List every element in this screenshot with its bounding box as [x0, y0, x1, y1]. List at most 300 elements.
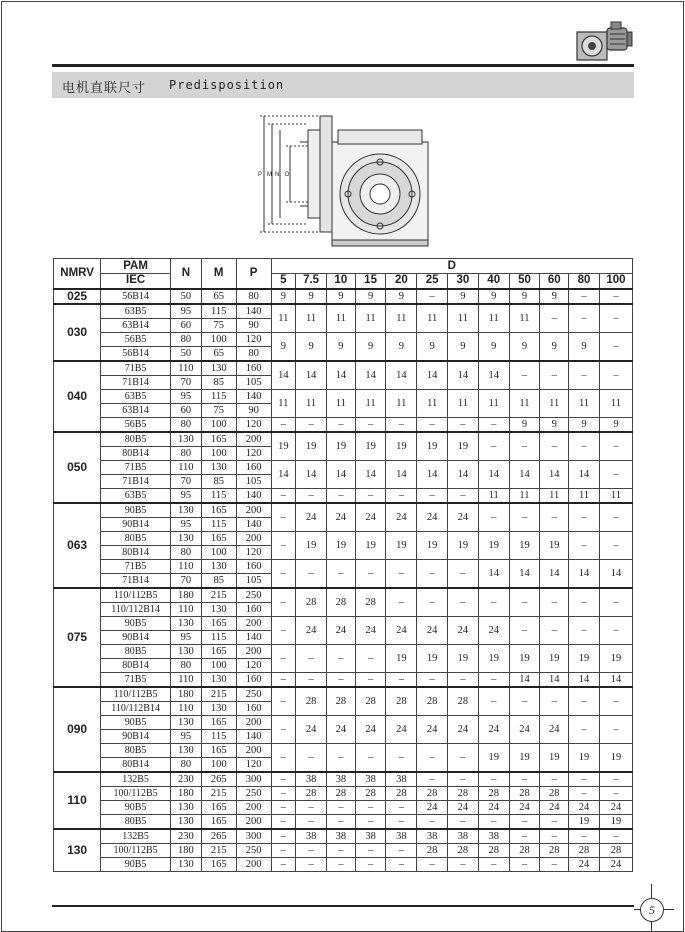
cell-p: 90: [236, 318, 271, 332]
cell-n: 110: [170, 460, 201, 474]
cell-d-value: 11: [569, 488, 600, 503]
cell-d-value: –: [355, 672, 386, 687]
cell-n: 110: [170, 672, 201, 687]
cell-d-value: 28: [599, 843, 632, 857]
cell-d-value: 14: [569, 559, 600, 588]
cell-m: 165: [201, 857, 236, 871]
cell-d-value: –: [599, 772, 632, 787]
cell-d-value: 9: [271, 332, 296, 361]
cell-d-value: 19: [326, 531, 355, 559]
cell-d-value: 9: [478, 332, 509, 361]
cell-d-value: –: [355, 800, 386, 814]
cell-d-value: 24: [569, 800, 600, 814]
cell-d-value: –: [569, 588, 600, 617]
cell-d-value: –: [386, 417, 417, 432]
cell-m: 130: [201, 361, 236, 376]
cell-d-value: –: [417, 488, 448, 503]
cell-d-value: 11: [509, 304, 540, 333]
cell-d-value: –: [386, 559, 417, 588]
cell-d-value: 14: [386, 361, 417, 390]
cell-d-value: 38: [296, 772, 327, 787]
header-d-size: 80: [569, 274, 600, 289]
cell-d-value: –: [509, 503, 540, 532]
cell-d-value: 11: [478, 488, 509, 503]
cell-p: 250: [236, 588, 271, 603]
cell-iec: 80B5: [101, 531, 171, 545]
cell-d-value: 9: [540, 332, 569, 361]
cell-iec: 80B5: [101, 432, 171, 447]
cell-d-value: –: [509, 687, 540, 716]
cell-p: 120: [236, 332, 271, 346]
dim-label-n: N: [275, 172, 280, 178]
cell-iec: 56B14: [101, 346, 171, 361]
model-size: 040: [54, 361, 101, 432]
dim-label-p: P: [258, 172, 263, 178]
cell-d-value: –: [448, 743, 479, 772]
cell-p: 120: [236, 417, 271, 432]
cell-d-value: –: [569, 531, 600, 559]
cell-d-value: –: [271, 531, 296, 559]
table-row: [54, 289, 633, 304]
cell-d-value: –: [509, 772, 540, 787]
cell-m: 215: [201, 786, 236, 800]
cell-d-value: 11: [599, 488, 632, 503]
cell-d-value: –: [599, 616, 632, 644]
header-d-size: 5: [271, 274, 296, 289]
cell-n: 60: [170, 403, 201, 417]
cell-d-value: –: [271, 772, 296, 787]
cell-n: 110: [170, 361, 201, 376]
cell-iec: 63B14: [101, 403, 171, 417]
footer-rule: [52, 905, 634, 907]
header-m: M: [201, 259, 236, 289]
cell-d-value: –: [599, 687, 632, 716]
table-row: [54, 644, 633, 658]
cell-d-value: 24: [448, 715, 479, 743]
cell-d-value: 28: [326, 588, 355, 617]
model-size: 075: [54, 588, 101, 687]
table-row: [54, 559, 633, 573]
cell-d-value: 14: [417, 361, 448, 390]
cell-d-value: 19: [355, 531, 386, 559]
motor-flange-diagram: [238, 102, 438, 252]
cell-d-value: 24: [540, 715, 569, 743]
cell-d-value: –: [417, 857, 448, 871]
cell-p: 140: [236, 389, 271, 403]
header-n: N: [170, 259, 201, 289]
cell-d-value: 24: [417, 715, 448, 743]
cell-n: 130: [170, 857, 201, 871]
cell-d-value: –: [296, 814, 327, 829]
cell-m: 165: [201, 743, 236, 757]
cell-d-value: 14: [326, 460, 355, 488]
cell-d-value: –: [569, 289, 600, 304]
cell-n: 95: [170, 729, 201, 743]
cell-n: 110: [170, 701, 201, 715]
cell-d-value: –: [599, 588, 632, 617]
cell-d-value: –: [271, 843, 296, 857]
cell-d-value: –: [448, 814, 479, 829]
cell-d-value: 28: [509, 843, 540, 857]
cell-d-value: 28: [326, 687, 355, 716]
cell-d-value: 28: [569, 843, 600, 857]
cell-iec: 56B14: [101, 289, 171, 304]
cell-d-value: –: [599, 829, 632, 844]
cell-d-value: 9: [509, 289, 540, 304]
cell-n: 60: [170, 318, 201, 332]
cell-n: 230: [170, 829, 201, 844]
cell-d-value: –: [355, 814, 386, 829]
cell-d-value: –: [509, 432, 540, 461]
cell-p: 200: [236, 644, 271, 658]
cell-d-value: 14: [296, 460, 327, 488]
cell-d-value: 24: [326, 503, 355, 532]
cell-d-value: 38: [386, 772, 417, 787]
cell-d-value: –: [540, 687, 569, 716]
cell-d-value: 24: [599, 857, 632, 871]
cell-d-value: 11: [326, 389, 355, 417]
cell-d-value: 19: [509, 531, 540, 559]
cell-d-value: 24: [417, 616, 448, 644]
cell-iec: 110/112B5: [101, 687, 171, 702]
header-d-size: 7.5: [296, 274, 327, 289]
cell-d-value: –: [355, 417, 386, 432]
cell-p: 105: [236, 573, 271, 588]
cell-n: 70: [170, 375, 201, 389]
cell-p: 200: [236, 715, 271, 729]
cell-iec: 90B5: [101, 800, 171, 814]
cell-d-value: –: [386, 672, 417, 687]
cell-d-value: –: [417, 588, 448, 617]
cell-d-value: 19: [569, 743, 600, 772]
cell-iec: 80B5: [101, 743, 171, 757]
cell-d-value: 28: [296, 786, 327, 800]
cell-iec: 90B14: [101, 729, 171, 743]
cell-d-value: –: [599, 503, 632, 532]
cell-iec: 80B5: [101, 814, 171, 829]
cell-d-value: 11: [509, 488, 540, 503]
cell-d-value: –: [271, 488, 296, 503]
cell-d-value: –: [569, 829, 600, 844]
cell-d-value: –: [386, 843, 417, 857]
cell-d-value: –: [296, 800, 327, 814]
cell-d-value: 19: [386, 531, 417, 559]
cell-d-value: –: [296, 417, 327, 432]
dim-label-d: D: [285, 172, 290, 178]
cell-p: 105: [236, 474, 271, 488]
cell-d-value: 11: [478, 389, 509, 417]
cell-m: 75: [201, 318, 236, 332]
cell-d-value: –: [599, 460, 632, 488]
cell-d-value: –: [326, 417, 355, 432]
model-size: 030: [54, 304, 101, 361]
cell-d-value: 11: [326, 304, 355, 333]
cell-d-value: 24: [296, 715, 327, 743]
cell-m: 100: [201, 545, 236, 559]
cell-d-value: –: [540, 857, 569, 871]
cell-d-value: –: [417, 814, 448, 829]
cell-d-value: –: [478, 672, 509, 687]
cell-d-value: –: [271, 786, 296, 800]
cell-p: 80: [236, 289, 271, 304]
table-row: [54, 814, 633, 829]
cell-d-value: –: [271, 644, 296, 672]
cell-m: 265: [201, 772, 236, 787]
cell-d-value: 11: [296, 389, 327, 417]
cell-m: 130: [201, 701, 236, 715]
cell-d-value: 9: [599, 417, 632, 432]
table-row: [54, 588, 633, 603]
cell-d-value: 9: [386, 289, 417, 304]
cell-m: 65: [201, 289, 236, 304]
cell-p: 120: [236, 446, 271, 460]
cell-d-value: 9: [509, 332, 540, 361]
cell-d-value: 19: [448, 432, 479, 461]
cell-d-value: –: [448, 559, 479, 588]
cell-d-value: 28: [448, 843, 479, 857]
cell-d-value: 19: [355, 432, 386, 461]
cell-d-value: –: [417, 772, 448, 787]
cell-d-value: 11: [271, 389, 296, 417]
cell-d-value: –: [271, 503, 296, 532]
cell-d-value: 14: [386, 460, 417, 488]
cell-p: 140: [236, 304, 271, 319]
table-row: [54, 786, 633, 800]
table-row: [54, 772, 633, 787]
cell-p: 160: [236, 361, 271, 376]
cell-d-value: 19: [509, 644, 540, 672]
cell-m: 115: [201, 630, 236, 644]
cell-d-value: –: [540, 829, 569, 844]
cell-p: 200: [236, 432, 271, 447]
cell-d-value: 19: [271, 432, 296, 461]
cell-p: 160: [236, 701, 271, 715]
cell-m: 165: [201, 432, 236, 447]
cell-d-value: 19: [326, 432, 355, 461]
cell-iec: 56B5: [101, 332, 171, 346]
cell-d-value: 24: [326, 616, 355, 644]
cell-d-value: 14: [478, 559, 509, 588]
cell-p: 80: [236, 346, 271, 361]
cell-d-value: –: [271, 743, 296, 772]
cell-d-value: 19: [417, 531, 448, 559]
cell-d-value: 14: [417, 460, 448, 488]
cell-iec: 90B14: [101, 630, 171, 644]
cell-d-value: 24: [478, 616, 509, 644]
cell-iec: 80B14: [101, 757, 171, 772]
cell-d-value: –: [448, 417, 479, 432]
cell-iec: 110/112B14: [101, 701, 171, 715]
cell-d-value: –: [540, 432, 569, 461]
cell-d-value: 24: [386, 616, 417, 644]
header-d-size: 15: [355, 274, 386, 289]
cell-d-value: 11: [540, 488, 569, 503]
cell-d-value: 24: [448, 800, 479, 814]
cell-d-value: –: [271, 814, 296, 829]
cell-iec: 63B5: [101, 488, 171, 503]
cell-d-value: 11: [540, 389, 569, 417]
cell-d-value: –: [326, 743, 355, 772]
cell-d-value: 19: [386, 432, 417, 461]
section-title-zh: 电机直联尺寸: [62, 81, 147, 96]
cell-p: 250: [236, 843, 271, 857]
cell-m: 115: [201, 488, 236, 503]
cell-d-value: 28: [448, 786, 479, 800]
cell-d-value: –: [296, 672, 327, 687]
cell-d-value: –: [540, 814, 569, 829]
cell-d-value: 19: [417, 432, 448, 461]
cell-m: 100: [201, 417, 236, 432]
cell-d-value: 9: [326, 289, 355, 304]
table-row: [54, 616, 633, 630]
cell-n: 95: [170, 630, 201, 644]
cell-n: 110: [170, 602, 201, 616]
cell-d-value: 38: [448, 829, 479, 844]
cell-d-value: –: [326, 800, 355, 814]
cell-d-value: –: [448, 672, 479, 687]
cell-d-value: –: [326, 814, 355, 829]
cell-d-value: 11: [599, 389, 632, 417]
table-row: [54, 672, 633, 687]
cell-d-value: –: [271, 857, 296, 871]
cell-d-value: 38: [355, 829, 386, 844]
section-title-en: Predisposition: [169, 78, 285, 92]
cell-d-value: –: [569, 772, 600, 787]
cell-d-value: 9: [296, 289, 327, 304]
cell-iec: 90B5: [101, 715, 171, 729]
cell-iec: 63B5: [101, 304, 171, 319]
cell-d-value: 19: [540, 531, 569, 559]
cell-d-value: 38: [478, 829, 509, 844]
cell-d-value: 14: [599, 672, 632, 687]
cell-d-value: –: [271, 417, 296, 432]
cell-d-value: 28: [355, 786, 386, 800]
cell-n: 95: [170, 517, 201, 531]
header-d-size: 25: [417, 274, 448, 289]
cell-d-value: 19: [540, 644, 569, 672]
cell-d-value: –: [509, 616, 540, 644]
cell-d-value: –: [417, 743, 448, 772]
cell-iec: 90B5: [101, 616, 171, 630]
cell-n: 80: [170, 332, 201, 346]
cell-d-value: 19: [509, 743, 540, 772]
table-row: [54, 743, 633, 757]
cell-d-value: 11: [386, 304, 417, 333]
cell-d-value: –: [478, 687, 509, 716]
cell-d-value: –: [386, 814, 417, 829]
cell-d-value: 19: [386, 644, 417, 672]
cell-d-value: –: [296, 644, 327, 672]
cell-p: 200: [236, 531, 271, 545]
cell-d-value: 11: [417, 389, 448, 417]
cell-d-value: 19: [569, 814, 600, 829]
cell-iec: 56B5: [101, 417, 171, 432]
cell-n: 180: [170, 588, 201, 603]
cell-n: 130: [170, 743, 201, 757]
cell-d-value: 9: [355, 289, 386, 304]
cell-p: 200: [236, 814, 271, 829]
table-row: [54, 432, 633, 447]
cell-d-value: –: [271, 715, 296, 743]
cell-d-value: –: [540, 361, 569, 390]
cell-n: 95: [170, 488, 201, 503]
cell-iec: 80B14: [101, 446, 171, 460]
cell-d-value: 38: [326, 829, 355, 844]
gearbox-logo-icon: [575, 18, 635, 62]
model-size: 130: [54, 829, 101, 872]
cell-p: 120: [236, 757, 271, 772]
header-nmrv: NMRV: [54, 259, 101, 289]
cell-p: 140: [236, 488, 271, 503]
cell-d-value: –: [509, 814, 540, 829]
cell-iec: 110/112B14: [101, 602, 171, 616]
predisposition-table: [53, 258, 633, 872]
cell-n: 130: [170, 503, 201, 518]
cell-m: 100: [201, 757, 236, 772]
cell-iec: 71B5: [101, 559, 171, 573]
cell-iec: 90B14: [101, 517, 171, 531]
cell-n: 95: [170, 304, 201, 319]
cell-p: 200: [236, 743, 271, 757]
cell-d-value: –: [478, 503, 509, 532]
cell-p: 160: [236, 602, 271, 616]
cell-m: 65: [201, 346, 236, 361]
cell-d-value: 11: [355, 304, 386, 333]
cell-d-value: 9: [478, 289, 509, 304]
cell-d-value: 14: [540, 672, 569, 687]
cell-d-value: 28: [386, 786, 417, 800]
cell-d-value: 28: [478, 843, 509, 857]
cell-d-value: 24: [599, 800, 632, 814]
cell-d-value: –: [599, 531, 632, 559]
cell-m: 115: [201, 729, 236, 743]
header-pam: PAM: [101, 259, 171, 274]
cell-d-value: 14: [509, 672, 540, 687]
cell-d-value: –: [386, 488, 417, 503]
header-p: P: [236, 259, 271, 289]
cell-d-value: –: [569, 616, 600, 644]
cell-d-value: 14: [448, 361, 479, 390]
cell-m: 165: [201, 503, 236, 518]
cell-d-value: –: [386, 743, 417, 772]
cell-p: 200: [236, 800, 271, 814]
cell-d-value: –: [599, 304, 632, 333]
cell-n: 110: [170, 559, 201, 573]
table-row: [54, 715, 633, 729]
cell-m: 100: [201, 332, 236, 346]
cell-d-value: 11: [569, 389, 600, 417]
cell-m: 115: [201, 517, 236, 531]
table-row: [54, 843, 633, 857]
cell-p: 140: [236, 517, 271, 531]
cell-m: 100: [201, 446, 236, 460]
cell-d-value: –: [417, 559, 448, 588]
cell-d-value: –: [478, 417, 509, 432]
cell-m: 165: [201, 644, 236, 658]
cell-iec: 90B5: [101, 503, 171, 518]
cell-m: 165: [201, 800, 236, 814]
cell-d-value: –: [478, 588, 509, 617]
cell-d-value: 14: [296, 361, 327, 390]
cell-m: 265: [201, 829, 236, 844]
cell-n: 80: [170, 757, 201, 772]
cell-p: 120: [236, 545, 271, 559]
cell-p: 140: [236, 729, 271, 743]
cell-d-value: 19: [478, 644, 509, 672]
cell-d-value: –: [599, 361, 632, 390]
cell-m: 215: [201, 843, 236, 857]
cell-p: 250: [236, 786, 271, 800]
